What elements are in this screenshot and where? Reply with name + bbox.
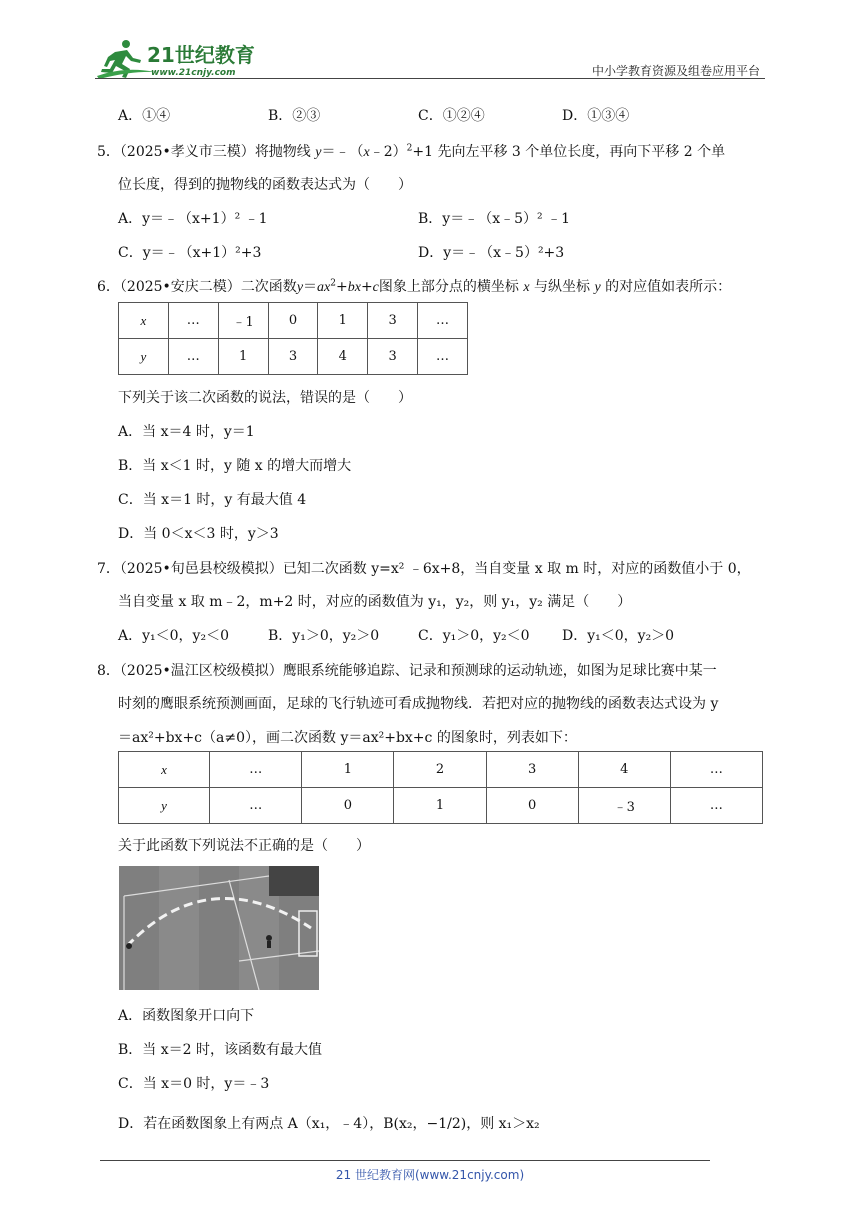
q8-option-b[interactable]: B．当 x＝2 时，该函数有最大值 — [118, 1042, 322, 1058]
table-cell: ﹣3 — [578, 788, 670, 824]
q6-stem: 6．（2025•安庆二模）二次函数$y=ax^2+bx+c$图象上部分点的横坐标 x 与纵坐标 y 的对应值如表所示： — [97, 278, 732, 295]
q4-option-b[interactable]: B．②③ — [268, 108, 321, 124]
q8-question: 关于此函数下列说法不正确的是（ ） — [118, 838, 370, 854]
q6-option-a[interactable]: A．当 x＝4 时，y＝1 — [118, 424, 255, 440]
q8-option-d[interactable]: D．若在函数图象上有两点 A（x₁，﹣4），B(x₂，−1/2)，则 x₁＞x₂ — [118, 1116, 540, 1132]
q8-stem-line3: ＝ax²+bx+c（a≠0），画二次函数 y＝ax²+bx+c 的图象时，列表如下： — [118, 730, 577, 746]
q6-option-c[interactable]: C．当 x＝1 时，y 有最大值 4 — [118, 492, 307, 508]
table-cell: y — [119, 339, 169, 375]
q5-number: 5． — [97, 144, 120, 160]
table-cell: 2 — [394, 752, 486, 788]
q5-option-b[interactable]: B．y＝﹣（x﹣5）² ﹣1 — [418, 211, 570, 227]
q7-stem-line2: 当自变量 x 取 m﹣2，m+2 时，对应的函数值为 y₁，y₂，则 y₁，y₂ 满足（ ） — [118, 594, 632, 610]
table-cell: … — [168, 303, 218, 339]
logo-text: 21世纪教育 — [147, 43, 255, 67]
q5-stem-line2: 位长度，得到的抛物线的函数表达式为（ ） — [118, 177, 412, 193]
table-cell: x — [119, 752, 210, 788]
table-cell: 0 — [486, 788, 578, 824]
footer-link[interactable]: 21 世纪教育网(www.21cnjy.com) — [335, 1168, 525, 1182]
header-platform-name: 中小学教育资源及组卷应用平台 — [591, 64, 760, 78]
q6-source: （2025•安庆二模） — [119, 279, 241, 295]
table-cell: 0 — [302, 788, 394, 824]
q8-stem-line1: 8．（2025•温江区校级模拟）鹰眼系统能够追踪、记录和预测球的运动轨迹，如图为足球比赛中某一 — [97, 663, 717, 679]
q4-option-c[interactable]: C．①②④ — [418, 108, 485, 124]
q8-stem-line2: 时刻的鹰眼系统预测画面，足球的飞行轨迹可看成抛物线．若把对应的抛物线的函数表达式设为 y — [118, 696, 719, 712]
q8-number: 8． — [97, 663, 120, 679]
q7-option-c[interactable]: C．y₁＞0，y₂＜0 — [418, 628, 530, 644]
q8-option-a[interactable]: A．函数图象开口向下 — [118, 1008, 255, 1024]
table-cell: 1 — [394, 788, 486, 824]
q8-source: （2025•温江区校级模拟） — [119, 663, 283, 679]
q7-option-a[interactable]: A．y₁＜0，y₂＜0 — [118, 628, 229, 644]
table-cell: ﹣1 — [218, 303, 268, 339]
q7-source: （2025•旬邑县校级模拟） — [119, 561, 283, 577]
logo-url: www.21cnjy.com — [151, 68, 236, 78]
table-cell: 1 — [218, 339, 268, 375]
table-row — [119, 752, 763, 788]
q7-number: 7． — [97, 561, 120, 577]
q8-option-c[interactable]: C．当 x＝0 时，y＝﹣3 — [118, 1076, 270, 1092]
q6-table — [118, 302, 468, 375]
table-row — [119, 788, 763, 824]
table-cell: … — [210, 752, 302, 788]
table-cell: … — [418, 303, 468, 339]
table-cell: 3 — [368, 303, 418, 339]
table-cell: y — [119, 788, 210, 824]
table-cell: … — [670, 788, 762, 824]
q7-option-d[interactable]: D．y₁＜0，y₂＞0 — [562, 628, 675, 644]
q6-option-b[interactable]: B．当 x＜1 时，y 随 x 的增大而增大 — [118, 458, 352, 474]
q6-number: 6． — [97, 279, 120, 295]
q7-option-b[interactable]: B．y₁＞0，y₂＞0 — [268, 628, 380, 644]
table-cell: … — [210, 788, 302, 824]
site-logo — [95, 38, 270, 80]
table-cell: 1 — [318, 303, 368, 339]
table-cell: … — [168, 339, 218, 375]
q5-source: （2025•孝义市三模） — [119, 144, 255, 160]
q6-option-d[interactable]: D．当 0＜x＜3 时，y＞3 — [118, 526, 279, 542]
q4-option-d[interactable]: D．①③④ — [562, 108, 630, 124]
q5-option-d[interactable]: D．y＝﹣（x﹣5）²+3 — [418, 245, 565, 261]
table-cell: 1 — [302, 752, 394, 788]
table-cell: 4 — [578, 752, 670, 788]
table-cell: 4 — [318, 339, 368, 375]
q5-stem-line1: 5．（2025•孝义市三模）将抛物线 y＝﹣（x﹣2）$^2$+1 先向左平移 3 个单位长度，再向下平移 2 个单 — [97, 143, 726, 160]
table-row — [119, 339, 468, 375]
table-cell: 0 — [268, 303, 318, 339]
table-cell: … — [670, 752, 762, 788]
q5-option-c[interactable]: C．y＝﹣（x+1）²+3 — [118, 245, 262, 261]
table-cell: 3 — [268, 339, 318, 375]
footer-divider — [100, 1160, 710, 1161]
q6-question: 下列关于该二次函数的说法，错误的是（ ） — [118, 390, 412, 406]
table-row — [119, 303, 468, 339]
table-cell: 3 — [486, 752, 578, 788]
table-cell: 3 — [368, 339, 418, 375]
table-cell: … — [418, 339, 468, 375]
q7-stem-line1: 7．（2025•旬邑县校级模拟）已知二次函数 y=x² ﹣6x+8，当自变量 x 取 m 时，对应的函数值小于 0， — [97, 561, 751, 577]
header-divider — [95, 78, 765, 79]
q8-table — [118, 751, 763, 824]
table-cell: x — [119, 303, 169, 339]
q5-option-a[interactable]: A．y＝﹣（x+1）² ﹣1 — [118, 211, 268, 227]
q4-option-a[interactable]: A．①④ — [118, 108, 171, 124]
hawkeye-field-image — [119, 866, 319, 990]
